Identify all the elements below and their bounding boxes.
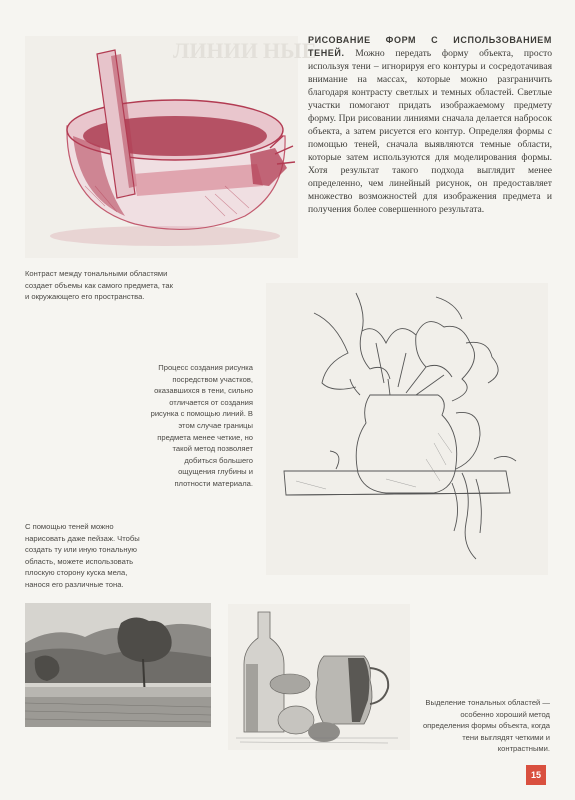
still-life-drawing [228, 604, 410, 750]
caption-still-life: Выделение тональных областей — особенно хороший метод определения формы объекта, когда тени выглядят четкими и контрастными. [422, 698, 550, 754]
mortar-pestle-drawing [25, 36, 317, 258]
page-number: 15 [526, 765, 546, 785]
landscape-drawing [25, 603, 211, 727]
section-heading: РИСОВАНИЕ ФОРМ С ИСПОЛЬЗОВАНИЕМ ТЕНЕЙ. [308, 35, 552, 58]
caption-flowers: Процесс создания рисунка посредством участков, оказавшихся в тени, сильно отличается от создания рисунка с помощью линий. В этом случае границы предмета менее четкие, но такой метод позволяет добиться большего ощущения глубины и плотности материала. [150, 363, 253, 488]
caption-mortar: Контраст между тональными областями создает объемы как самого предмета, так и окружающего его пространства. [25, 269, 173, 302]
main-text [308, 34, 552, 216]
flowers-jug-drawing [266, 283, 548, 575]
main-paragraph: Можно передать форму объекта, просто используя тени – игнорируя его контуры и сосредотачивая внимание на массах, которые можно разграничить благодаря контрасту светлых и темных областей. Светлые участки помогают придать изображаемому предмету форму. При рисовании линиями сначала делается набросок объекта, а затем рисуется его контур. Определяя формы с помощью теней, сначала выявляются темные области, которые затем используются для моделирования формы. Хотя результат такого подхода выглядит менее определенно, чем линейный рисунок, он предоставляет множество возможностей для изображения предмета и получения более совершенного результата. [308, 48, 553, 215]
svg-text:НЫЕ: НЫЕ [263, 38, 317, 63]
caption-landscape: С помощью теней можно нарисовать даже пейзаж. Чтобы создать ту или иную тональную область, можете использовать плоскую сторону куска мела, нанося его различные тона. [25, 522, 140, 589]
svg-text:ЛИНИИ: ЛИНИИ [173, 38, 258, 63]
